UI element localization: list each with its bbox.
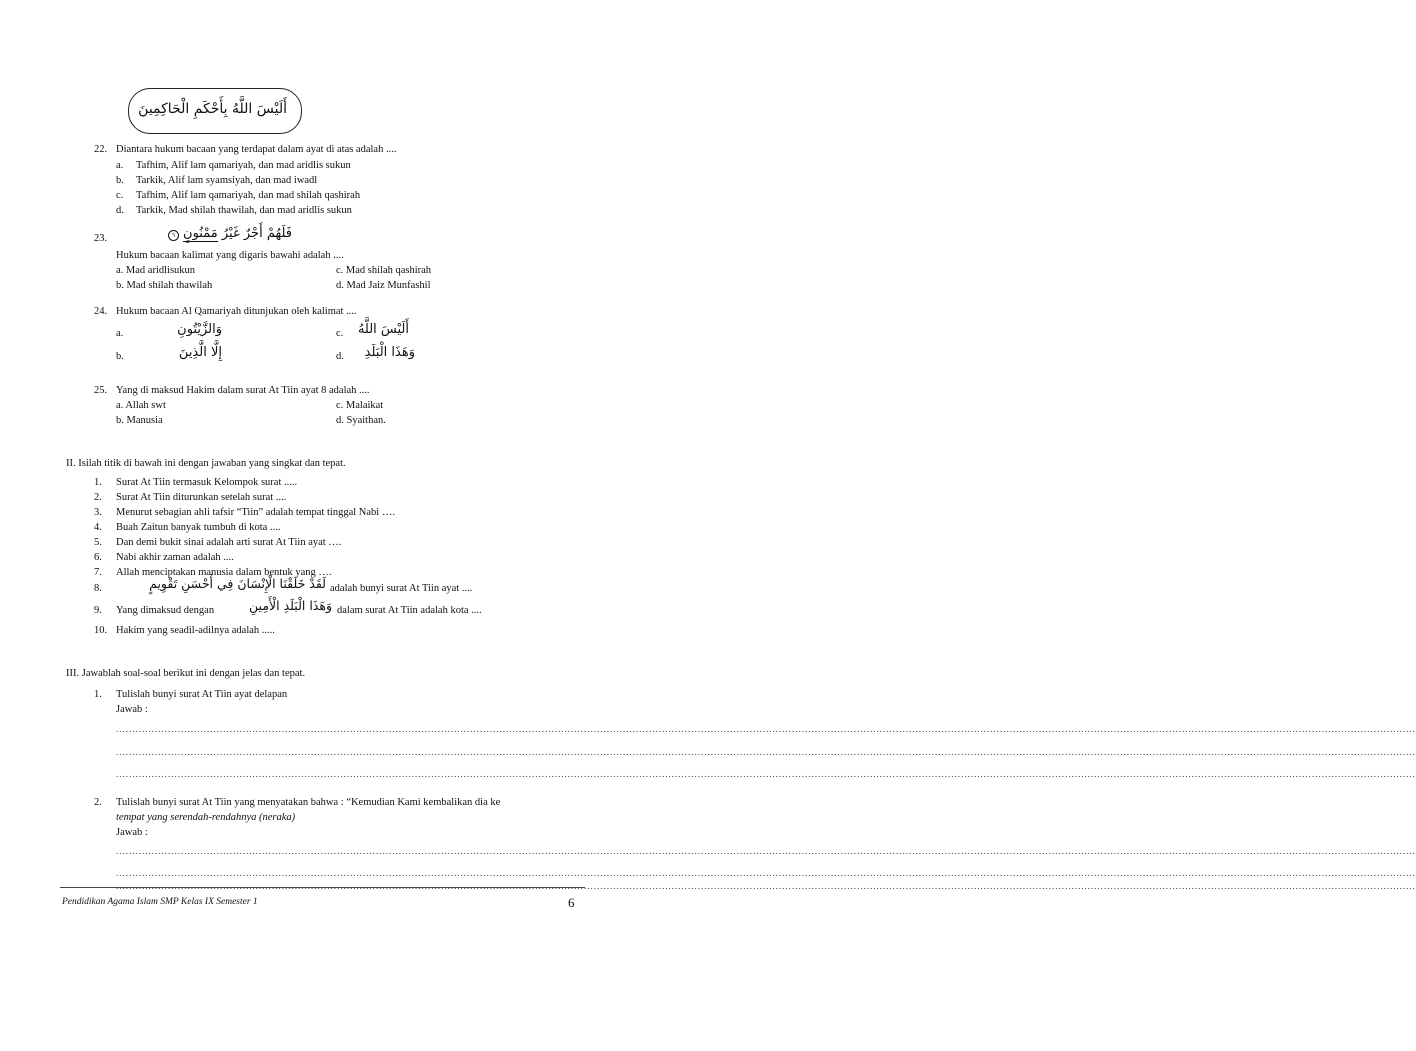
- s2-item-text: Buah Zaitun banyak tumbuh di kota ....: [116, 522, 281, 533]
- s2-item8-arabic: لَقَدْ خَلَقْنَا الْإِنْسَانَ فِي أَحْسَنِ تَقْوِيمٍ: [149, 576, 326, 591]
- q23-text: Hukum bacaan kalimat yang digaris bawahi adalah ....: [116, 250, 344, 261]
- q23-arabic: [132, 226, 292, 241]
- s2-item9-arabic: وَهَذَا الْبَلَدِ الْأَمِينِ: [249, 598, 332, 613]
- q22-opt-d: Tarkik, Mad shilah thawilah, dan mad aridlis sukun: [136, 205, 352, 216]
- s2-item-text: Surat At Tiin diturunkan setelah surat ....: [116, 492, 287, 503]
- s2-item-number: 3.: [94, 507, 102, 518]
- q24-text: Hukum bacaan Al Qamariyah ditunjukan oleh kalimat ....: [116, 306, 357, 317]
- q24-opt-c-label: c.: [336, 328, 344, 339]
- s2-item-number: 5.: [94, 537, 102, 548]
- q25-text: Yang di maksud Hakim dalam surat At Tiin ayat 8 adalah ....: [116, 385, 370, 396]
- s2-item-number: 2.: [94, 492, 102, 503]
- q25-opt-a: a. Allah swt: [116, 400, 166, 411]
- q22-opt-b-label: b.: [116, 175, 124, 186]
- q22-text: Diantara hukum bacaan yang terdapat dalam ayat di atas adalah ....: [116, 144, 397, 155]
- q24-opt-d-arabic: وَهَذَا الْبَلَدِ: [364, 345, 415, 360]
- q22-number: 22.: [94, 144, 108, 155]
- q24-opt-b-label: b.: [116, 351, 124, 362]
- s2-item-number: 1.: [94, 477, 102, 488]
- s2-item-text: Surat At Tiin termasuk Kelompok surat .....: [116, 477, 298, 488]
- s3-q1-number: 1.: [94, 689, 102, 700]
- s2-item9-number: 9.: [94, 605, 102, 616]
- arabic-verse-box: [128, 88, 302, 134]
- s2-item10-text: Hakim yang seadil-adilnya adalah .....: [116, 625, 275, 636]
- s3-q1-jawab: Jawab :: [116, 704, 148, 715]
- s3-q2-text-cont: tempat yang serendah-rendahnya (neraka): [116, 812, 296, 823]
- footer-text: Pendidikan Agama Islam SMP Kelas IX Semester 1: [62, 897, 258, 907]
- s2-item-number: 6.: [94, 552, 102, 563]
- s2-item-text: Menurut sebagian ahli tafsir “Tiin” adalah tempat tinggal Nabi ….: [116, 507, 395, 518]
- answer-line[interactable]: ................................................................................................................................................................................................................................................................................................................................................................................................................: [116, 769, 1416, 779]
- q23-arabic-underlined: مَمْنُونٍ: [183, 226, 218, 241]
- s2-item-number: 7.: [94, 567, 102, 578]
- answer-line[interactable]: ................................................................................................................................................................................................................................................................................................................................................................................................................: [116, 868, 1416, 878]
- s2-item9-pre: Yang dimaksud dengan: [116, 605, 215, 616]
- q23-arabic-main: فَلَهُمْ أَجْرٌ غَيْرُ: [221, 226, 292, 241]
- s3-q2-jawab: Jawab :: [116, 827, 148, 838]
- s2-item-text: Allah menciptakan manusia dalam bentuk yang ….: [116, 567, 332, 578]
- s3-q2-number: 2.: [94, 797, 102, 808]
- ayah-end-mark: ٦: [168, 230, 179, 241]
- answer-line[interactable]: ................................................................................................................................................................................................................................................................................................................................................................................................................: [116, 846, 1416, 856]
- s2-item-text: Dan demi bukit sinai adalah arti surat At Tiin ayat ….: [116, 537, 342, 548]
- q23-opt-c: c. Mad shilah qashirah: [336, 265, 432, 276]
- answer-line[interactable]: ................................................................................................................................................................................................................................................................................................................................................................................................................: [116, 747, 1416, 757]
- q24-number: 24.: [94, 306, 108, 317]
- page-number: 6: [568, 895, 575, 910]
- q22-opt-d-label: d.: [116, 205, 124, 216]
- section-3-title: III. Jawablah soal-soal berikut ini dengan jelas dan tepat.: [66, 668, 306, 679]
- answer-line[interactable]: ................................................................................................................................................................................................................................................................................................................................................................................................................: [116, 724, 1416, 734]
- s3-q1-text: Tulislah bunyi surat At Tiin ayat delapan: [116, 689, 288, 700]
- q23-opt-a: a. Mad aridlisukun: [116, 265, 196, 276]
- s2-item9-post: dalam surat At Tiin adalah kota ....: [337, 605, 482, 616]
- arabic-verse: أَلَيْسَ اللَّهُ بِأَحْكَمِ الْحَاكِمِينَ: [138, 101, 287, 117]
- footer-divider: [60, 887, 585, 888]
- q24-opt-b-arabic: إِلَّا الَّذِينَ: [178, 345, 222, 360]
- section-2-title: II. Isilah titik di bawah ini dengan jawaban yang singkat dan tepat.: [66, 458, 346, 469]
- q22-opt-c-label: c.: [116, 190, 124, 201]
- q24-opt-c-arabic: أَلَيْسَ اللَّهُ: [357, 322, 409, 337]
- s2-item8-number: 8.: [94, 583, 102, 594]
- q25-number: 25.: [94, 385, 108, 396]
- q22-opt-c: Tafhim, Alif lam qamariyah, dan mad shilah qashirah: [136, 190, 361, 201]
- s2-item-text: Nabi akhir zaman adalah ....: [116, 552, 234, 563]
- q22-opt-a: Tafhim, Alif lam qamariyah, dan mad aridlis sukun: [136, 160, 351, 171]
- s2-item-number: 4.: [94, 522, 102, 533]
- answer-line[interactable]: ................................................................................................................................................................................................................................................................................................................................................................................................................: [116, 881, 1416, 891]
- q24-opt-a-arabic: وَالزَّيْتُونِ: [177, 322, 222, 337]
- q24-opt-d-label: d.: [336, 351, 344, 362]
- q23-opt-b: b. Mad shilah thawilah: [116, 280, 213, 291]
- s2-item10-number: 10.: [94, 625, 108, 636]
- q22-opt-b: Tarkik, Alif lam syamsiyah, dan mad iwadl: [136, 175, 318, 186]
- s3-q2-text: Tulislah bunyi surat At Tiin yang menyatakan bahwa : “Kemudian Kami kembalikan dia ke: [116, 797, 501, 808]
- q25-opt-b: b. Manusia: [116, 415, 163, 426]
- q22-opt-a-label: a.: [116, 160, 124, 171]
- q23-number: 23.: [94, 233, 108, 244]
- s2-item8-text: adalah bunyi surat At Tiin ayat ....: [330, 583, 473, 594]
- q25-opt-d: d. Syaithan.: [336, 415, 386, 426]
- q23-opt-d: d. Mad Jaiz Munfashil: [336, 280, 431, 291]
- q25-opt-c: c. Malaikat: [336, 400, 384, 411]
- q24-opt-a-label: a.: [116, 328, 124, 339]
